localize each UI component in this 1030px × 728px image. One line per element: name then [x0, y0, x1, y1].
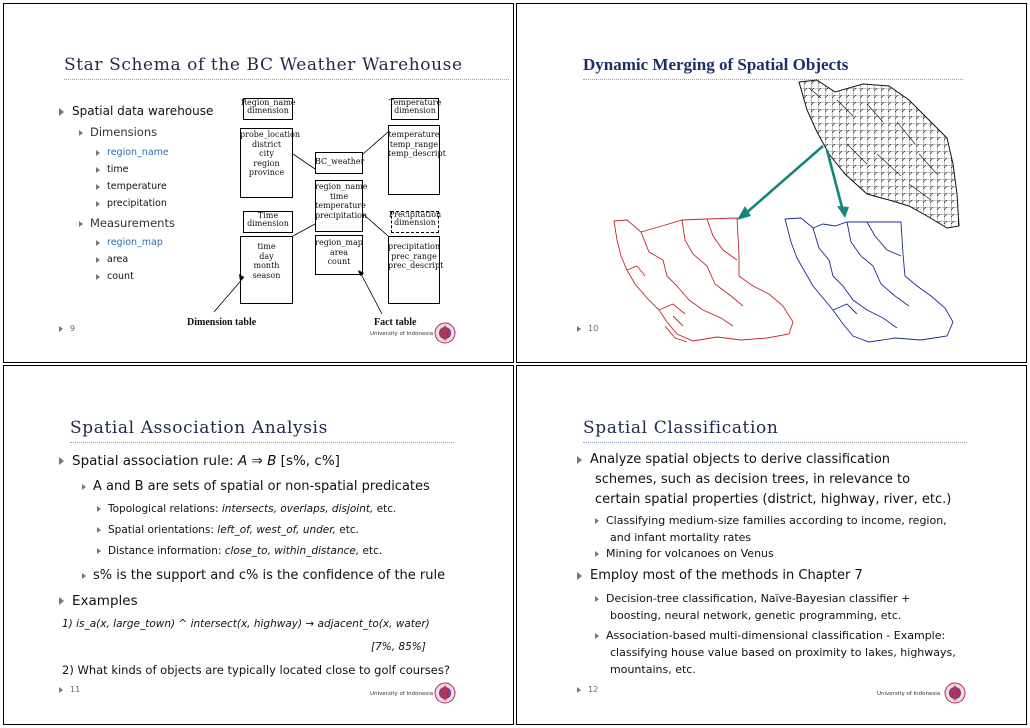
bullet-examples — [59, 593, 138, 609]
bullet-icon — [577, 326, 581, 332]
sub-predicates — [82, 479, 430, 494]
line: certain spatial properties (district, highway, river, etc.) — [595, 492, 952, 507]
university-label: University of Indonesia — [877, 691, 941, 697]
number-text: 10 — [588, 324, 599, 333]
measure-text: region_map — [107, 237, 163, 248]
bullet-icon — [97, 548, 101, 554]
sub-families — [595, 512, 947, 546]
number-text: 11 — [70, 685, 81, 694]
bullet-icon — [97, 506, 101, 512]
fact-table-label: Fact table — [374, 317, 417, 328]
bullet-icon — [595, 518, 599, 524]
key: temperature — [315, 201, 366, 211]
bullet-icon — [97, 527, 101, 533]
bullet-text: Examples — [72, 593, 138, 609]
rule-suffix: [s%, c%] — [276, 453, 340, 469]
attr: day — [259, 251, 274, 261]
implies-icon: ⇒ — [251, 453, 263, 469]
attr: district — [251, 139, 282, 149]
slide-number — [59, 685, 80, 694]
line: Classifying medium-size families according to income, region, — [606, 514, 947, 527]
item-italic: left_of, west_of, under, — [217, 524, 336, 536]
line: Mining for volcanoes on Venus — [606, 547, 774, 560]
bullet-employ — [577, 568, 863, 583]
bullet-icon — [577, 687, 581, 693]
attr: temp_descript — [388, 149, 446, 159]
measure: region_map — [315, 238, 363, 247]
bullet-icon — [59, 687, 63, 693]
rule-prefix: Spatial association rule: — [72, 453, 238, 469]
title-rule — [583, 442, 967, 443]
attr: prec_descript — [388, 261, 444, 271]
title-rule — [70, 442, 454, 443]
topological-item — [97, 503, 396, 515]
bullet-icon — [59, 326, 63, 332]
university-label: University of Indonesia — [370, 691, 434, 697]
merged-map-red — [614, 218, 793, 342]
measure-text: area — [107, 254, 129, 265]
sub-volcanoes — [595, 547, 774, 560]
dim-text: time — [107, 164, 129, 175]
bullet-text: A and B are sets of spatial or non-spatial predicates — [93, 479, 430, 494]
bullet-icon — [59, 457, 64, 465]
attr: season — [252, 270, 281, 280]
slide-9 — [3, 3, 514, 363]
attr: temp_range — [389, 139, 439, 149]
dim-text: precipitation — [107, 198, 167, 209]
fact-measures — [315, 238, 363, 267]
attr: temperature — [388, 130, 440, 139]
bullet-assoc-rule — [59, 453, 340, 469]
key: time — [329, 191, 349, 201]
bullet-icon — [82, 573, 86, 579]
precipitation-dimension-title: Precipitation dimension — [388, 210, 442, 228]
bullet-icon — [577, 456, 582, 464]
line: and infant mortality rates — [610, 531, 752, 544]
slide-11 — [3, 365, 514, 725]
merge-arrows — [745, 146, 843, 214]
line: schemes, such as decision trees, in relevance to — [595, 472, 911, 487]
attr: month — [253, 261, 280, 271]
sub-association-based — [595, 627, 956, 678]
bullet-icon — [82, 484, 86, 490]
university-logo-icon — [433, 321, 457, 345]
measure: area — [329, 247, 349, 257]
merged-map-blue — [785, 218, 953, 342]
example-1: 1) is_a(x, large_town) ^ intersect(x, highway) → adjacent_to(x, water) — [62, 618, 430, 630]
bullet-icon — [59, 597, 64, 605]
attr: precipitation — [388, 242, 441, 251]
slide-10 — [516, 3, 1027, 363]
slide-title: Dynamic Merging of Spatial Objects — [583, 55, 849, 74]
attr: city — [259, 149, 274, 159]
attr: prec_range — [391, 251, 437, 261]
item-italic: close_to, within_distance, — [224, 545, 360, 557]
dim-text: region_name — [107, 147, 169, 158]
slide-12 — [516, 365, 1027, 725]
temperature-dimension-title: Temperature dimension — [388, 98, 442, 116]
region-dimension-title: Region_name dimension — [241, 98, 296, 116]
bullet-text: Dimensions — [90, 125, 158, 139]
bullet-text: Measurements — [90, 216, 175, 230]
rule-b: B — [267, 453, 277, 469]
fact-keys — [315, 182, 368, 220]
line: mountains, etc. — [610, 663, 696, 676]
measure-text: count — [107, 271, 134, 282]
item-italic: intersects, overlaps, disjoint, — [221, 503, 374, 515]
time-dimension-title: Time dimension — [247, 211, 289, 229]
region-attrs — [240, 130, 300, 178]
rule-a: A — [237, 453, 248, 469]
university-logo-icon — [433, 681, 457, 705]
time-attrs — [240, 242, 293, 280]
line: Analyze spatial objects to derive classification — [590, 452, 891, 467]
bullet-analyze — [577, 450, 951, 510]
item-prefix: Spatial orientations: — [108, 524, 218, 536]
bullet-icon — [595, 551, 599, 557]
attr: region — [253, 158, 280, 168]
key: precipitation — [315, 210, 368, 220]
example-1-confidence: [7%, 85%] — [371, 641, 426, 653]
bullet-text: Spatial data warehouse — [72, 104, 214, 118]
measure: count — [327, 257, 351, 267]
university-logo-icon — [943, 681, 967, 705]
line: Employ most of the methods in Chapter 7 — [590, 568, 863, 583]
line: Decision-tree classification, Naïve-Bayesian classifier + — [606, 592, 911, 605]
bullet-icon — [577, 572, 582, 580]
slide-number — [59, 324, 75, 333]
key: region_name — [315, 182, 368, 191]
item-suffix: etc. — [359, 545, 383, 557]
attr: province — [248, 168, 285, 178]
line: classifying house value based on proximity to lakes, highways, — [610, 646, 956, 659]
item-suffix: etc. — [335, 524, 359, 536]
dim-text: temperature — [107, 181, 167, 192]
dimension-table-label: Dimension table — [187, 317, 257, 328]
slide-title: Spatial Association Analysis — [70, 418, 328, 438]
item-prefix: Topological relations: — [108, 503, 222, 515]
precipitation-attrs — [388, 242, 444, 271]
bullet-icon — [595, 633, 599, 639]
number-text: 9 — [70, 324, 76, 333]
attr: probe_location — [240, 130, 300, 139]
university-label: University of Indonesia — [370, 331, 434, 337]
temperature-attrs — [388, 130, 446, 159]
line: boosting, neural network, genetic programming, etc. — [610, 609, 902, 622]
slide-number — [577, 324, 598, 333]
attr: time — [257, 242, 276, 251]
line: Association-based multi-dimensional classification - Example: — [606, 629, 946, 642]
item-suffix: etc. — [373, 503, 397, 515]
example-2: 2) What kinds of objects are typically located close to golf courses? — [62, 663, 450, 677]
number-text: 12 — [588, 685, 599, 694]
bc-region-map — [517, 4, 1028, 364]
detailed-map — [799, 80, 959, 228]
slide-number — [577, 685, 598, 694]
fact-title: BC_weather — [315, 157, 365, 166]
distance-item — [97, 545, 382, 557]
slide-title: Star Schema of the BC Weather Warehouse — [64, 55, 463, 75]
bullet-text: s% is the support and c% is the confidence of the rule — [93, 568, 446, 583]
sub-support — [82, 568, 445, 583]
bullet-icon — [595, 596, 599, 602]
slide-title: Spatial Classification — [583, 418, 779, 438]
item-prefix: Distance information: — [108, 545, 225, 557]
sub-methods — [595, 590, 910, 624]
orientation-item — [97, 524, 359, 536]
